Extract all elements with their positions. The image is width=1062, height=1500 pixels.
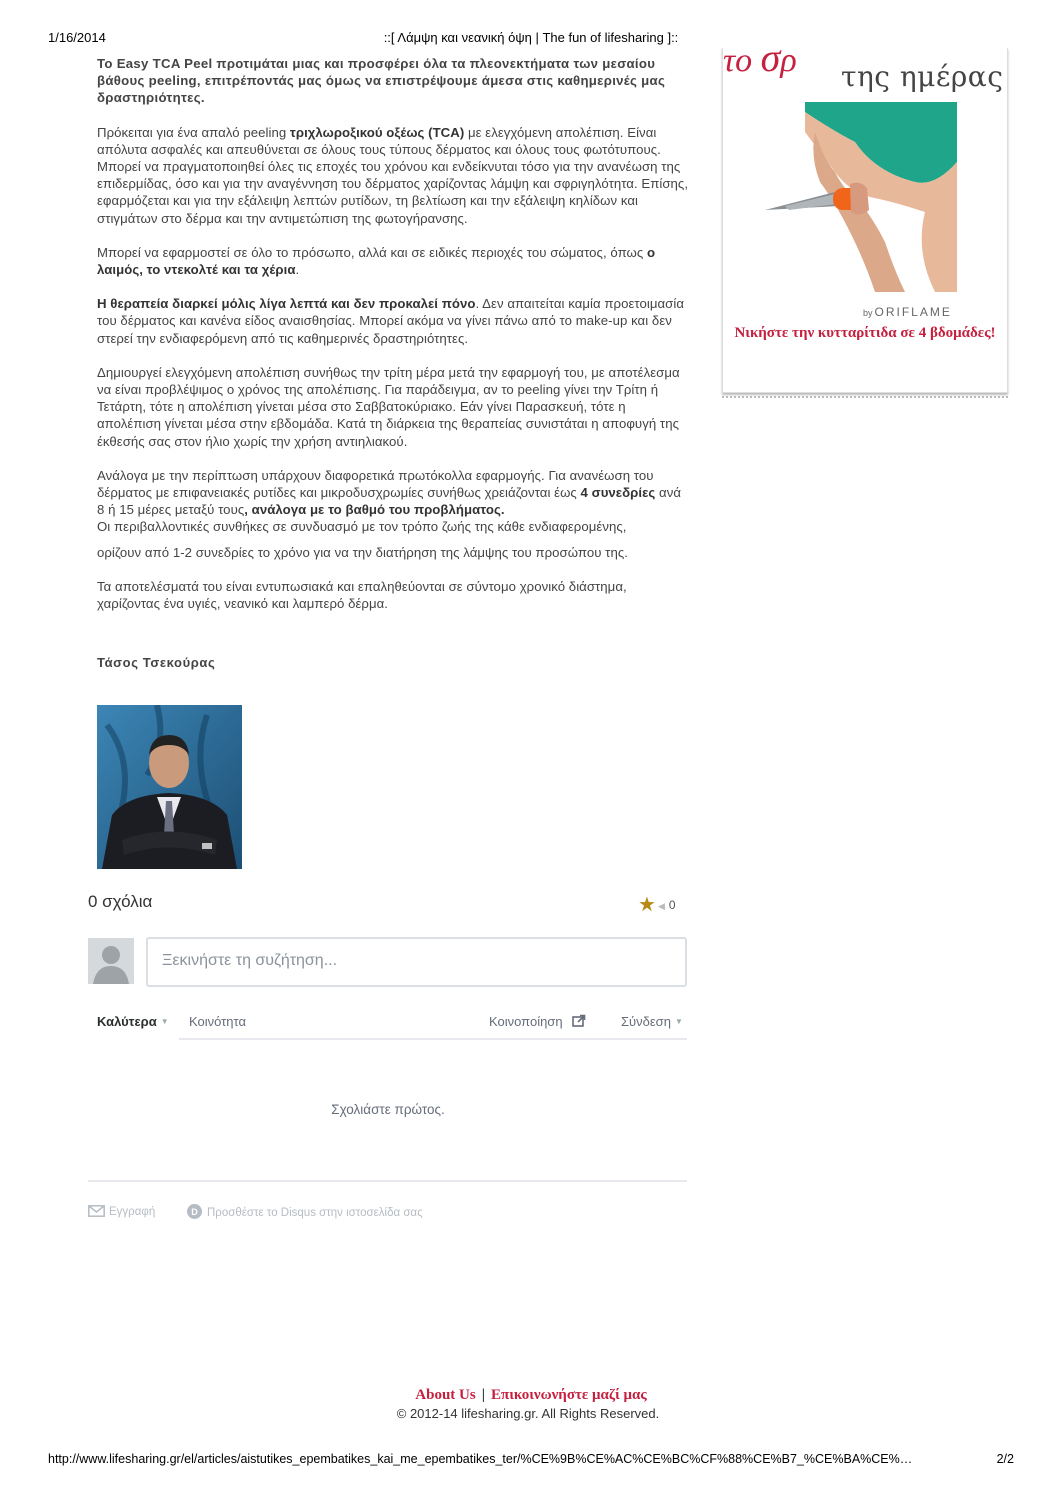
ad-divider <box>722 393 1008 398</box>
add-disqus-label: Προσθέστε το Disqus στην ιστοσελίδα σας <box>207 1207 423 1219</box>
login-dropdown[interactable] <box>621 1014 683 1029</box>
print-page-number: 2/2 <box>996 1452 1014 1466</box>
author-name: Τάσος Τσεκούρας <box>97 655 216 670</box>
text: με ελεγχόμενη απολέπιση. Είναι απόλυτα ασφαλές και απευθύνεται σε όλους τους τύπους δέρματος και όλους τους φωτότυπους. Μπορεί να πραγματοποιηθεί όλες τις εποχές του χρόνου και ενδείκνυται τόσο για την ανανέωση της επιδερμίδας, όσο και για την αναγέννηση του δέρματος χαρίζοντας λάμψη και σφριγηλότητα. Επίσης, εφαρμόζεται και για την εξάλειψη λεπτών ρυτίδων, τη βελτίωση και την εξάλειψη κηλίδων και στιγμάτων στο δέρμα και την αντιμετώπιση της φωτογήρανσης. <box>97 124 689 226</box>
text: Πρόκειται για ένα απαλό peeling <box>97 124 290 140</box>
comments-divider <box>88 1180 687 1182</box>
comment-input-box[interactable] <box>146 937 687 987</box>
add-disqus-link[interactable] <box>186 1203 423 1220</box>
contact-link[interactable]: Επικοινωνήστε μαζί μας <box>491 1387 647 1403</box>
ad-brand-by: by <box>863 308 873 318</box>
author-photo <box>97 705 242 869</box>
star-icon: ★ <box>638 894 656 916</box>
article-paragraph <box>97 244 692 278</box>
print-header <box>48 30 1014 46</box>
disqus-icon <box>186 1203 203 1220</box>
comment-input[interactable] <box>160 951 664 971</box>
tab-community[interactable]: Κοινότητα <box>189 1014 247 1029</box>
text: Ανάλογα με την περίπτωση υπάρχουν διαφορετικά πρωτόκολλα εφαρμογής. Για ανανέωση του δέρματος με επιφανειακές ρυτίδες και μικροδυσχρωμίες συνήθως χρειάζονται έως <box>97 467 654 501</box>
empty-comments-message: Σχολιάστε πρώτος. <box>331 1102 445 1117</box>
ad-brand-name: ORIFLAME <box>874 305 952 319</box>
tabs-divider <box>179 1038 687 1040</box>
article-paragraph <box>97 295 692 347</box>
print-url: http://www.lifesharing.gr/el/articles/aistutikes_epembatikes_kai_me_epembatikes_ter/%CE%9B%CE%AC%CE%BC%CF%88%CE%B7_%CE%BA%CE%… <box>48 1452 913 1466</box>
article-paragraph: Δημιουργεί ελεγχόμενη απολέπιση συνήθως την τρίτη μέρα μετά την εφαρμογή του, με αποτέλεσμα να είναι προβλέψιμος ο χρόνος της απολέπισης. Για παράδειγμα, αν το peeling γίνει την Τρίτη ή Τετάρτη, τότε η απολέπιση γίνεται μέσα στο Σαββατοκύριακο. Εάν γίνει Παρασκευή, τότε η απολέπιση γίνεται μέσα στην εβδομάδα. Κατά τη διάρκεια της θεραπείας συνιστάται η αποφυγή της έκθεσής σας στον ήλιο χωρίς την χρήση αντιηλιακού. <box>97 364 680 449</box>
sort-label: Καλύτερα <box>97 1014 157 1029</box>
subscribe-link[interactable] <box>88 1205 155 1218</box>
print-date: 1/16/2014 <box>48 30 106 45</box>
ad-heading: της ημέρας <box>841 60 1004 93</box>
print-page-title: ::[ Λάμψη και νεανική όψη | The fun of lifesharing ]:: <box>383 30 679 45</box>
text-bold: , ανάλογα με το βαθμό του προβλήματος. <box>244 502 505 518</box>
ad-brand <box>863 305 952 319</box>
text-bold: ο λαιμός, το ντεκολτέ και τα χέρια <box>97 244 656 278</box>
chevron-down-icon: ▼ <box>674 1017 683 1026</box>
share-label: Κοινοποίηση <box>489 1014 563 1029</box>
text-bold: 4 συνεδρίες <box>580 485 656 501</box>
article-lead: Το Easy TCA Peel προτιμάται μιας και προσφέρει όλα τα πλεονεκτήματα των μεσαίου βάθους peeling, επιτρέποντάς μας όμως να επιστρέψουμε άμεσα στις καθημερινές μας δραστηριότητες. <box>97 56 666 106</box>
article-paragraph: ορίζουν από 1-2 συνεδρίες το χρόνο για να την διατήρηση της λάμψης του προσώπου της. <box>97 544 628 560</box>
avatar <box>88 938 134 984</box>
article-paragraph <box>97 124 692 227</box>
article-paragraph: Τα αποτελέσματά του είναι εντυπωσιακά και επαληθεύονται σε σύντομο χρονικό διάστημα, χαρίζοντας ένα υγιές, νεανικό και λαμπερό δέρμα. <box>97 578 627 612</box>
rating-count: 0 <box>668 898 676 912</box>
copyright: © 2012-14 lifesharing.gr. All Rights Reserved. <box>396 1406 660 1421</box>
envelope-icon <box>88 1205 105 1217</box>
svg-text:D: D <box>191 1207 198 1217</box>
share-icon <box>572 1014 586 1027</box>
comments-count: 0 σχόλια <box>88 892 153 911</box>
text: . Δεν απαιτείται καμία προετοιμασία του δέρματος και κανένα είδος αναισθησίας. Μπορεί ακόμα να γίνει πάνω από το make-up και δεν στερεί την ενδιαφερόμενη από τις καθημερινές δραστηριότητες. <box>97 296 685 346</box>
subscribe-label: Εγγραφή <box>109 1206 156 1218</box>
text: Μπορεί να εφαρμοστεί σε όλο το πρόσωπο, αλλά και σε ειδικές περιοχές του σώματος, όπως <box>97 244 647 260</box>
login-label: Σύνδεση <box>621 1014 671 1029</box>
sidebar-ad[interactable] <box>722 48 1008 393</box>
text: ανά 8 ή 15 μέρες μεταξύ τους <box>97 485 682 518</box>
article-paragraph <box>97 467 692 536</box>
chevron-down-icon: ▼ <box>160 1017 169 1026</box>
article-body <box>97 55 692 629</box>
ad-top-decoration: το σρ <box>723 48 797 80</box>
text: Οι περιβαλλοντικές συνθήκες σε συνδυασμό με τον τρόπο ζωής της κάθε ενδιαφερομένης, <box>97 519 627 535</box>
caret-left-icon: ◀ <box>657 901 665 911</box>
text-bold: τριχλωροξικού οξέως (TCA) <box>289 124 465 140</box>
text: . <box>295 262 300 278</box>
share-button[interactable] <box>489 1014 586 1029</box>
sort-best-dropdown[interactable] <box>97 1014 169 1029</box>
ad-cta-link[interactable]: Νικήστε την κυτταρίτιδα σε 4 βδομάδες! <box>734 325 996 341</box>
site-footer-links <box>0 1387 1062 1404</box>
text-bold: Η θεραπεία διαρκεί μόλις λίγα λεπτά και δεν προκαλεί πόνο <box>97 296 476 312</box>
ad-product-image <box>765 102 957 292</box>
footer-separator: | <box>481 1387 486 1403</box>
recommend-button[interactable] <box>638 892 676 917</box>
about-link[interactable]: About Us <box>415 1387 476 1403</box>
